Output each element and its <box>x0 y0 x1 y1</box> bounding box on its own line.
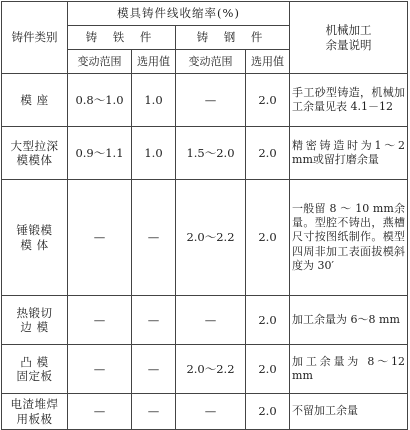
steel-range-cell: — <box>176 394 246 430</box>
steel-value-cell: 2.0 <box>246 127 290 180</box>
iron-value-cell: — <box>132 296 176 345</box>
row-name: 锤锻模 模 体 <box>2 180 68 296</box>
header-cast-iron: 铸 铁 件 <box>68 26 176 50</box>
table-row <box>2 394 408 430</box>
steel-range-cell: 2.0～2.2 <box>176 180 246 296</box>
header-iron-value: 选用值 <box>132 50 176 74</box>
table-row <box>2 127 408 180</box>
row-name: 电渣堆焊 用板极 <box>2 394 68 430</box>
iron-range-cell: 0.9～1.1 <box>68 127 132 180</box>
table-row <box>2 74 408 127</box>
steel-value-cell: 2.0 <box>246 394 290 430</box>
row-name: 热锻切 边 模 <box>2 296 68 345</box>
steel-range-cell: — <box>176 296 246 345</box>
table-row <box>2 296 408 345</box>
header-casting-type: 铸件类别 <box>2 2 68 74</box>
table-row <box>2 180 408 296</box>
table-row <box>2 345 408 394</box>
note-cell: 一般留 8 ～ 10 mm余量。型腔不铸出，燕槽尺寸按图纸制作。模型四周非加工表面拔模斜度为 30′ <box>290 180 408 296</box>
iron-value-cell: — <box>132 345 176 394</box>
header-cast-steel: 铸 钢 件 <box>176 26 290 50</box>
note-cell: 不留加工余量 <box>290 394 408 430</box>
iron-value-cell: — <box>132 394 176 430</box>
row-name: 模 座 <box>2 74 68 127</box>
header-steel-range: 变动范围 <box>176 50 246 74</box>
iron-range-cell: — <box>68 296 132 345</box>
header-iron-range: 变动范围 <box>68 50 132 74</box>
iron-range-cell: — <box>68 180 132 296</box>
header-steel-value: 选用值 <box>246 50 290 74</box>
iron-range-cell: 0.8～1.0 <box>68 74 132 127</box>
steel-value-cell: 2.0 <box>246 180 290 296</box>
iron-value-cell: — <box>132 180 176 296</box>
note-cell: 加工余量为 8～12 mm <box>290 345 408 394</box>
steel-range-cell: 2.0～2.2 <box>176 345 246 394</box>
row-name: 大型拉深 模模体 <box>2 127 68 180</box>
iron-range-cell: — <box>68 394 132 430</box>
iron-value-cell: 1.0 <box>132 127 176 180</box>
steel-range-cell: 1.5～2.0 <box>176 127 246 180</box>
steel-value-cell: 2.0 <box>246 296 290 345</box>
header-shrinkage-rate: 模具铸件线收缩率(%) <box>68 2 290 26</box>
note-cell: 加工余量为 6～8 mm <box>290 296 408 345</box>
note-cell: 精密铸造时为1～2 mm或留打磨余量 <box>290 127 408 180</box>
steel-value-cell: 2.0 <box>246 74 290 127</box>
header-machining-note: 机械加工 余量说明 <box>290 2 408 74</box>
shrinkage-table <box>1 1 408 430</box>
row-name: 凸 模 固定板 <box>2 345 68 394</box>
iron-range-cell: — <box>68 345 132 394</box>
steel-range-cell: — <box>176 74 246 127</box>
steel-value-cell: 2.0 <box>246 345 290 394</box>
note-cell: 手工砂型铸造，机械加工余量见表 4.1－12 <box>290 74 408 127</box>
iron-value-cell: 1.0 <box>132 74 176 127</box>
